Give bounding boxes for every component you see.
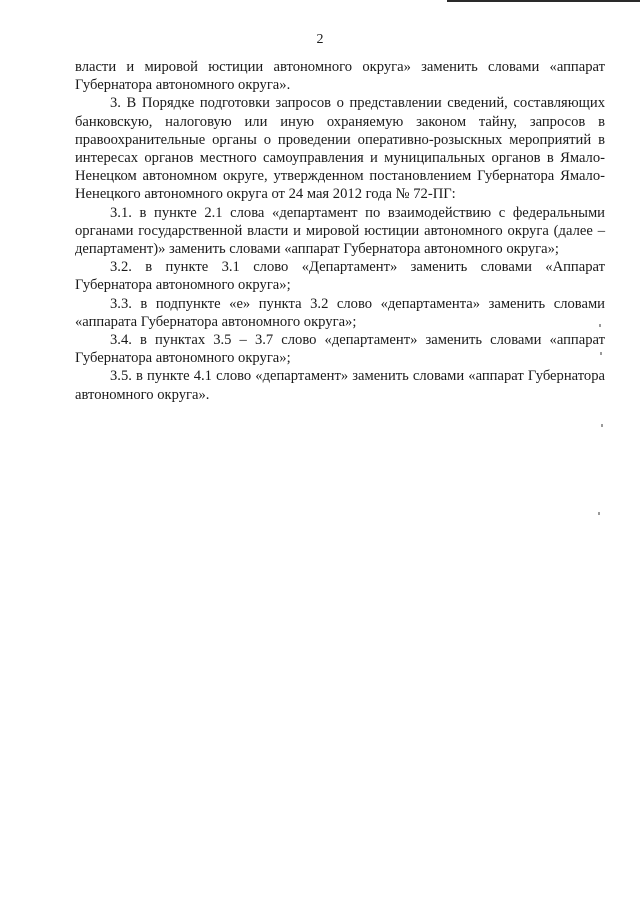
paragraph-item-3-3: 3.3. в подпункте «е» пункта 3.2 слово «департамента» заменить словами «аппарата Губернатора автономного округа»; [75,295,605,330]
scan-speck [598,512,600,515]
scan-speck [600,352,602,355]
top-edge-line [447,0,640,2]
page-number: 2 [316,32,324,47]
scan-speck [599,324,601,327]
paragraph-item-3-2: 3.2. в пункте 3.1 слово «Департамент» заменить словами «Аппарат Губернатора автономного округа»; [75,259,605,294]
paragraph-item-3: 3. В Порядке подготовки запросов о представлении сведений, составляющих банковскую, налоговую или иную охраняемую законом тайну, запросов в правоохранительные органы о проведении оперативно-розыскных мероприятий в интересах органов местного самоуправления и муниципальных органов в Ямало-Ненецком автономном округе, утвержденном постановлением Губернатора Ямало-Ненецкого автономного округа от 24 мая 2012 года № 72-ПГ: [75,95,605,203]
document-body [75,58,605,404]
paragraph-item-3-1: 3.1. в пункте 2.1 слова «департамент по взаимодействию с федеральными органами государственной власти и мировой юстиции автономного округа (далее – департамент)» заменить словами «аппарат Губернатора автономного округа»; [75,204,605,258]
scan-speck [601,424,603,427]
paragraph-item-3-4: 3.4. в пунктах 3.5 – 3.7 слово «департамент» заменить словами «аппарат Губернатора автономного округа»; [75,332,605,367]
paragraph-item-3-5: 3.5. в пункте 4.1 слово «департамент» заменить словами «аппарат Губернатора автономного округа». [75,368,605,403]
paragraph-continuation: власти и мировой юстиции автономного округа» заменить словами «аппарат Губернатора автономного округа». [75,59,605,94]
